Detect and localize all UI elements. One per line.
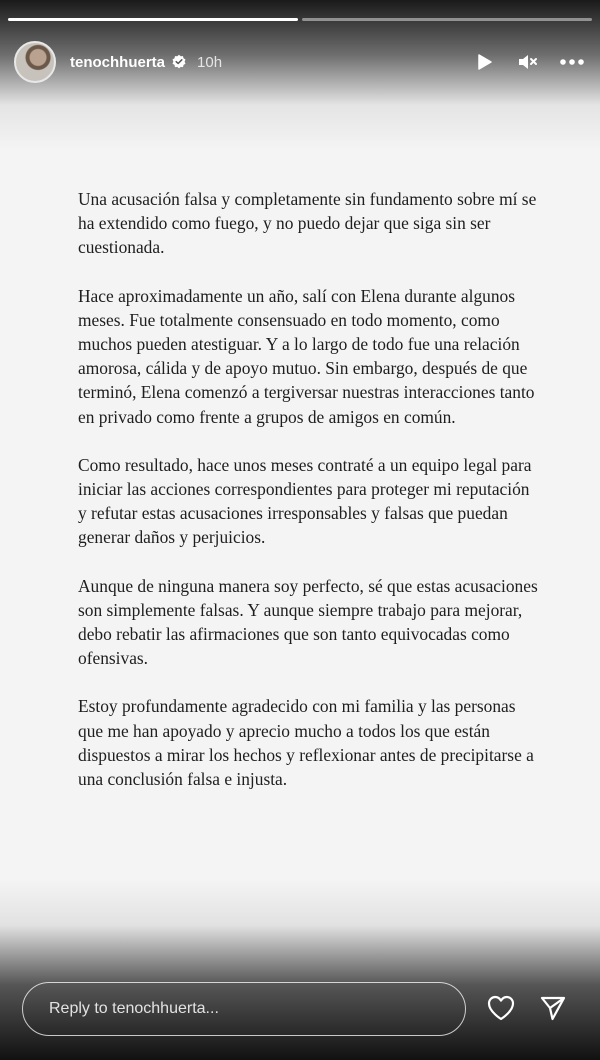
post-time: 10h xyxy=(197,53,223,71)
send-icon xyxy=(539,994,567,1022)
progress-segment-2 xyxy=(302,18,592,21)
paragraph-2: Hace aproximadamente un año, salí con Elena durante algunos meses. Fue totalmente consensuado en todo momento, como muchos pueden atestiguar. Y a lo largo de todo fue una relación amorosa, cálida y de apoyo mutuo. Sin embargo, después de que terminó, Elena comenzó a tergiversar nuestras interacciones tanto en privado como frente a grupos de amigos en común. xyxy=(78,285,535,427)
paragraph-4: Aunque de ninguna manera soy perfecto, sé que estas acusaciones son simplemente falsas. Y aunque siempre trabajo para mejorar, debo rebatir las afirmaciones que son tanto equivocadas como ofensivas. xyxy=(78,575,538,669)
share-button[interactable] xyxy=(535,990,571,1026)
paragraph-3: Como resultado, hace unos meses contraté a un equipo legal para iniciar las acciones correspondientes para proteger mi reputación y refutar estas acusaciones irresponsables y falsas que puedan generar daños y perjuicios. xyxy=(78,454,532,548)
verified-badge-icon xyxy=(171,54,187,70)
mute-button[interactable] xyxy=(514,48,542,76)
paragraph-5: Estoy profundamente agradecido con mi familia y las personas que me han apoyado y aprecio mucho a todos los que están dispuestos a mirar los hechos y reflexionar antes de precipitarse a una conclusión falsa e injusta. xyxy=(78,696,534,790)
story-text xyxy=(78,187,538,815)
progress-fill-1 xyxy=(8,18,298,21)
reply-box[interactable] xyxy=(22,982,466,1036)
reply-input[interactable] xyxy=(49,1000,465,1018)
heart-icon xyxy=(486,994,516,1022)
play-icon xyxy=(474,52,494,72)
like-button[interactable] xyxy=(483,990,519,1026)
play-button[interactable] xyxy=(470,48,498,76)
volume-muted-icon xyxy=(517,52,539,72)
progress-segment-1 xyxy=(8,18,298,21)
avatar[interactable] xyxy=(14,41,56,83)
more-options-button[interactable] xyxy=(558,48,586,76)
story-progress xyxy=(8,18,592,21)
paragraph-1: Una acusación falsa y completamente sin fundamento sobre mí se ha extendido como fuego, y no puedo dejar que siga sin ser cuestionada. xyxy=(78,189,537,258)
username[interactable]: tenochhuerta xyxy=(70,53,166,71)
story-header xyxy=(14,38,586,86)
more-horizontal-icon xyxy=(559,58,585,66)
